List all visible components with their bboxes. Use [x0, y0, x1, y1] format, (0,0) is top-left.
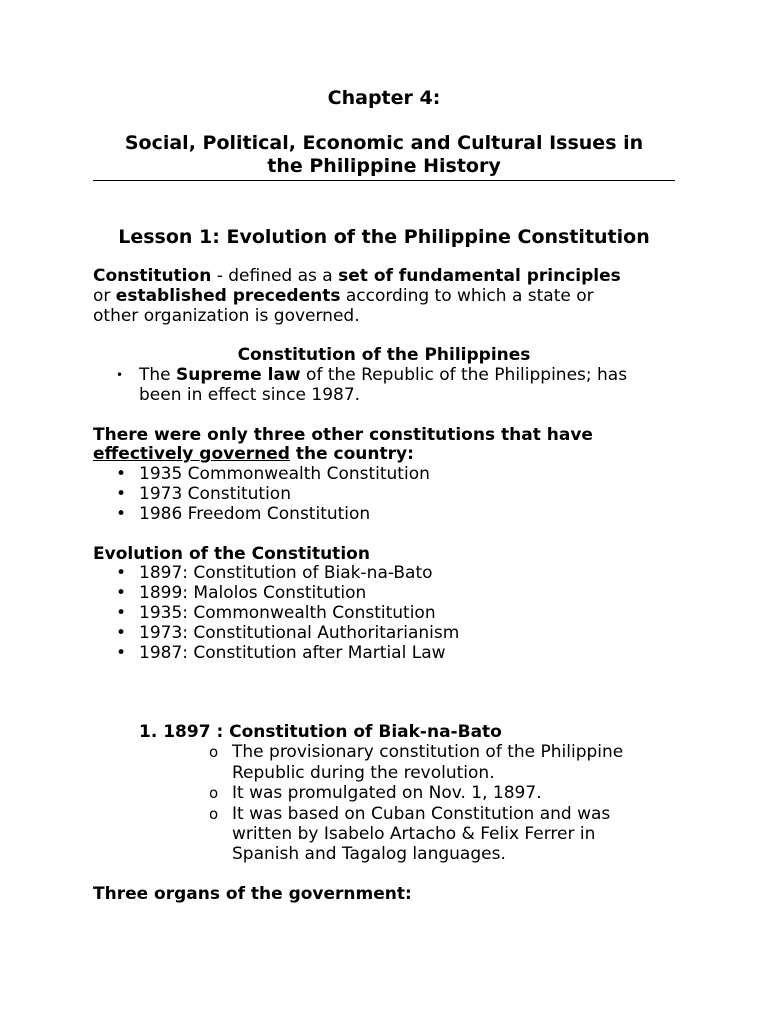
definition-bold-1: set of fundamental principles: [338, 266, 621, 286]
sub-point-line: The provisionary constitution of the Philippine: [232, 742, 624, 762]
supreme-law-bold: Supreme law: [176, 365, 301, 385]
supreme-law-line-2: been in effect since 1987.: [139, 385, 361, 405]
sub-bullet-marker: o: [209, 805, 219, 823]
bullet-dot: •: [116, 563, 127, 583]
sub-point-line: It was promulgated on Nov. 1, 1897.: [232, 783, 542, 803]
bullet-dot: •: [116, 368, 124, 382]
lesson-title: Lesson 1: Evolution of the Philippine Constitution: [118, 226, 650, 248]
definition-line-3: other organization is governed.: [93, 306, 360, 326]
list-item: 1897: Constitution of Biak-na-Bato: [139, 563, 433, 583]
list-item: 1899: Malolos Constitution: [139, 583, 367, 603]
bullet-dot: •: [116, 484, 127, 504]
definition-text-3: according to which a state or: [340, 286, 594, 306]
list-item: 1973: Constitutional Authoritarianism: [139, 623, 460, 643]
sub-bullet-marker: o: [209, 743, 219, 761]
philippines-constitution-heading: Constitution of the Philippines: [237, 345, 531, 365]
sub-bullet-marker: o: [209, 784, 219, 802]
definition-line-2: [93, 286, 594, 306]
bullet-dot: •: [116, 643, 127, 663]
definition-line-1: [93, 266, 621, 286]
biak-na-bato-heading: 1. 1897 : Constitution of Biak-na-Bato: [139, 722, 502, 742]
definition-term: Constitution: [93, 266, 212, 286]
sub-point-line: written by Isabelo Artacho & Felix Ferrer in: [232, 824, 596, 844]
list-item: 1935 Commonwealth Constitution: [139, 464, 430, 484]
list-item: 1935: Commonwealth Constitution: [139, 603, 436, 623]
other-constitutions-heading-1: There were only three other constitutions that have: [93, 425, 593, 445]
bullet-dot: •: [116, 583, 127, 603]
definition-bold-2: established precedents: [115, 286, 341, 306]
list-item: 1973 Constitution: [139, 484, 291, 504]
sub-point-line: Spanish and Tagalog languages.: [232, 844, 506, 864]
supreme-law-line-1: [139, 365, 627, 385]
supreme-law-text-post: of the Republic of the Philippines; has: [300, 365, 628, 385]
list-item: 1986 Freedom Constitution: [139, 504, 371, 524]
evolution-heading: Evolution of the Constitution: [93, 544, 370, 564]
bullet-dot: •: [116, 603, 127, 623]
list-item: 1987: Constitution after Martial Law: [139, 643, 446, 663]
bullet-dot: •: [116, 623, 127, 643]
other-constitutions-heading-2: [93, 444, 414, 464]
effectively-governed-underlined: effectively governed: [93, 444, 290, 464]
chapter-label: Chapter 4:: [327, 87, 441, 109]
sub-point-line: Republic during the revolution.: [232, 763, 495, 783]
definition-text-2: or: [93, 286, 116, 306]
organs-heading: Three organs of the government:: [93, 884, 412, 904]
bullet-dot: •: [116, 504, 127, 524]
title-divider: [93, 180, 675, 181]
sub-point-line: It was based on Cuban Constitution and was: [232, 804, 611, 824]
bullet-dot: •: [116, 464, 127, 484]
definition-text-1: - defined as a: [211, 266, 339, 286]
chapter-title-line-2: the Philippine History: [267, 155, 501, 177]
other-constitutions-heading-rest: the country:: [289, 444, 414, 464]
supreme-law-text-pre: The: [139, 365, 177, 385]
chapter-title-line-1: Social, Political, Economic and Cultural Issues in: [124, 132, 644, 154]
